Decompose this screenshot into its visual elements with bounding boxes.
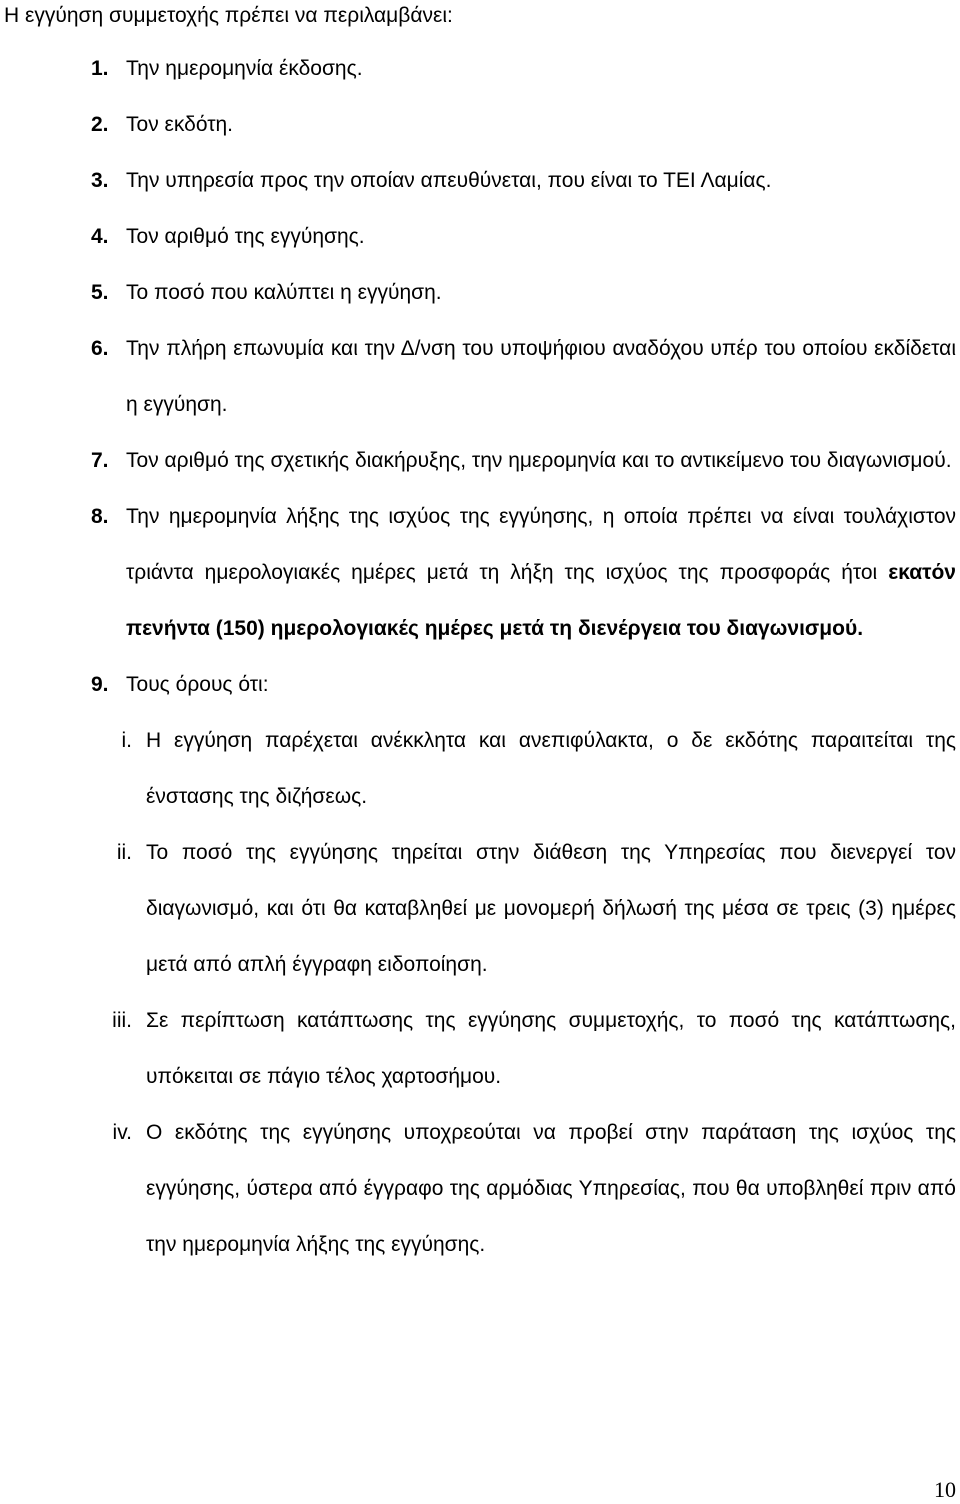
item-text: Τον αριθμό της σχετικής διακήρυξης, την ημερομηνία και το αντικείμενο του διαγωνισμού. [126, 449, 952, 472]
subitem-text: Το ποσό της εγγύησης τηρείται στην διάθεση της Υπηρεσίας που διενεργεί τον διαγωνισμό, και ότι θα καταβληθεί με μονομερή δήλωσή της μέσα σε τρεις (3) ημέρες μετά από απλή έγγραφη ειδοποίηση. [146, 841, 956, 976]
item-text-container [126, 489, 956, 657]
requirements-list [0, 41, 960, 1273]
list-item [0, 209, 960, 265]
subitem-text: Η εγγύηση παρέχεται ανέκκλητα και ανεπιφύλακτα, ο δε εκδότης παραιτείται της ένστασης της διζήσεως. [146, 729, 956, 808]
item-number: 9. [91, 673, 109, 696]
item-text: Τον εκδότη. [126, 113, 234, 136]
item-number: 7. [91, 449, 109, 472]
subitem-number: ii. [116, 841, 132, 864]
item-text: Την ημερομηνία έκδοσης. [126, 57, 363, 80]
item-number: 8. [91, 505, 109, 528]
item-number: 6. [91, 337, 109, 360]
item-text: Την ημερομηνία λήξης της ισχύος της εγγύησης, η οποία πρέπει να είναι τουλάχιστον τριάντα ημερολογιακές ημέρες μετά τη λήξη της ισχύος της προσφοράς ήτοι [126, 505, 956, 584]
item-text: Τους όρους ότι: [126, 673, 269, 696]
page-number: 10 [934, 1477, 956, 1502]
list-item [0, 657, 960, 1273]
list-item [0, 433, 960, 489]
item-number: 5. [91, 281, 109, 304]
list-item [0, 153, 960, 209]
subitem-text: Ο εκδότης της εγγύησης υποχρεούται να προβεί στην παράταση της ισχύος της εγγύησης, ύστερα από έγγραφο της αρμόδιας Υπηρεσίας, που θα υποβληθεί πριν από την ημερομηνία λήξης της εγγύησης. [146, 1121, 956, 1256]
sublist-item [0, 1105, 960, 1273]
item-text: Την πλήρη επωνυμία και την Δ/νση του υποψήφιου αναδόχου υπέρ του οποίου εκδίδεται η εγγύηση. [126, 337, 956, 416]
subitem-text: Σε περίπτωση κατάπτωσης της εγγύησης συμμετοχής, το ποσό της κατάπτωσης, υπόκειται σε πάγιο τέλος χαρτοσήμου. [146, 1009, 956, 1088]
subitem-number: iii. [112, 1009, 132, 1032]
sublist-item [0, 713, 960, 825]
subitem-number: iv. [112, 1121, 132, 1144]
item-number: 1. [91, 57, 109, 80]
item-text: Τον αριθμό της εγγύησης. [126, 225, 365, 248]
terms-sublist [0, 713, 960, 1273]
list-item [0, 265, 960, 321]
list-item [0, 321, 960, 433]
sublist-item [0, 825, 960, 993]
sublist-item [0, 993, 960, 1105]
item-number: 3. [91, 169, 109, 192]
list-item [0, 489, 960, 657]
item-text: Την υπηρεσία προς την οποίαν απευθύνεται, που είναι το ΤΕΙ Λαμίας. [126, 169, 772, 192]
item-text-bold: εκατόν πενήντα (150) ημερολογιακές ημέρες μετά τη διενέργεια του διαγωνισμού. [126, 561, 956, 640]
list-item [0, 41, 960, 97]
intro-paragraph: Η εγγύηση συμμετοχής πρέπει να περιλαμβάνει: [4, 4, 453, 27]
subitem-number: i. [121, 729, 132, 752]
item-number: 2. [91, 113, 109, 136]
item-text: Το ποσό που καλύπτει η εγγύηση. [126, 281, 442, 304]
item-number: 4. [91, 225, 109, 248]
list-item [0, 97, 960, 153]
